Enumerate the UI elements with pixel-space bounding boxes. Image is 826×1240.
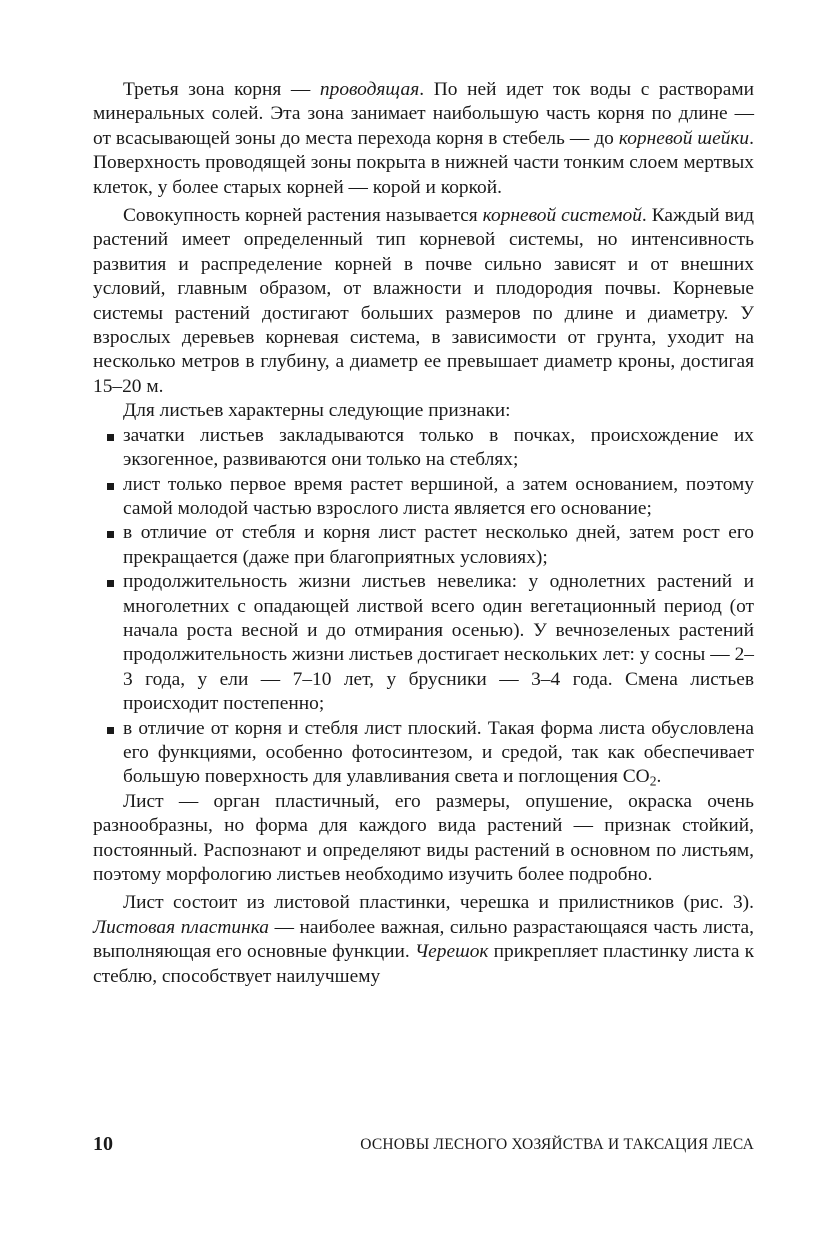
- term-petiole: Черешок: [414, 941, 489, 963]
- page-number: 10: [93, 1133, 113, 1155]
- square-bullet-icon: [107, 727, 114, 734]
- term-root-neck: корневой шейки: [618, 127, 750, 149]
- paragraph-root-conducting-zone: Третья зона корня — проводящая. По ней идет ток воды с растворами минеральных солей. Эта зона занимает наибольшую часть корня по длине — от всасывающей зоны до места перехода корня в стебель — до корневой шейки. Поверхность проводящей зоны покрыта в нижней части тонким слоем мертвых клеток, у более старых корней — корой и коркой.: [93, 79, 754, 198]
- paragraph-leaf-organ: Лист — орган пластичный, его размеры, опушение, окраска очень разнообразны, но форма для каждого вида растений — признак стойкий, постоянный. Распознают и определяют виды растений в основном по листьям, поэтому морфологию листьев необходимо изучить более подробно.: [93, 790, 754, 885]
- list-item: лист только первое время растет вершиной, а затем основанием, поэтому самой молодой частью взрослого листа является его основание;: [93, 473, 754, 522]
- square-bullet-icon: [107, 434, 114, 441]
- page-body: [93, 78, 754, 989]
- paragraph-root-system: Совокупность корней растения называется корневой системой. Каждый вид растений имеет определенный тип корневой системы, но интенсивность развития и распределение корней в почве сильно зависят и от внешних условий, главным образом, от влажности и плодородия почвы. Корневые системы растений достигают больших размеров по длине и диаметру. У взрослых деревьев корневая система, в зависимости от грунта, уходит на несколько метров в глубину, а диаметр ее превышает диаметр кроны, достигая 15–20 м.: [93, 205, 754, 397]
- list-item: в отличие от стебля и корня лист растет несколько дней, затем рост его прекращается (даже при благоприятных условиях);: [93, 521, 754, 570]
- square-bullet-icon: [107, 483, 114, 490]
- list-item: продолжительность жизни листьев невелика: у однолетних растений и многолетних с опадающей листвой всего один вегетационный период (от начала роста весной и до отмирания осенью). У вечнозеленых растений продолжительность жизни листьев достигает нескольких лет: у сосны — 2–3 года, у ели — 7–10 лет, у брусники — 3–4 года. Смена листьев происходит постепенно;: [93, 570, 754, 716]
- page-footer: [93, 1133, 754, 1157]
- leaf-features-list: [93, 424, 754, 790]
- list-item: в отличие от корня и стебля лист плоский. Такая форма листа обусловлена его функциями, особенно фотосинтезом, и средой, так как обеспечивает большую поверхность для улавливания света и поглощения $СО_2$.: [93, 717, 754, 790]
- square-bullet-icon: [107, 580, 114, 587]
- list-item: зачатки листьев закладываются только в почках, происхождение их экзогенное, развиваются они только на стеблях;: [93, 424, 754, 473]
- paragraph-leaf-features-intro: Для листьев характерны следующие признаки:: [123, 400, 511, 422]
- running-title: ОСНОВЫ ЛЕСНОГО ХОЗЯЙСТВА И ТАКСАЦИЯ ЛЕСА: [360, 1136, 754, 1153]
- paragraph-leaf-structure: Лист состоит из листовой пластинки, черешка и прилистников (рис. 3). Листовая пластинка — наиболее важная, сильно разрастающаяся часть листа, выполняющая его основные функции. Черешок прикрепляет пластинку листа к стеблю, способствует наилучшему: [93, 892, 754, 987]
- term-leaf-blade: Листовая пластинка: [93, 916, 269, 938]
- square-bullet-icon: [107, 531, 114, 538]
- term-root-system: корневой системой: [482, 205, 642, 227]
- term-conducting: проводящая: [319, 79, 420, 100]
